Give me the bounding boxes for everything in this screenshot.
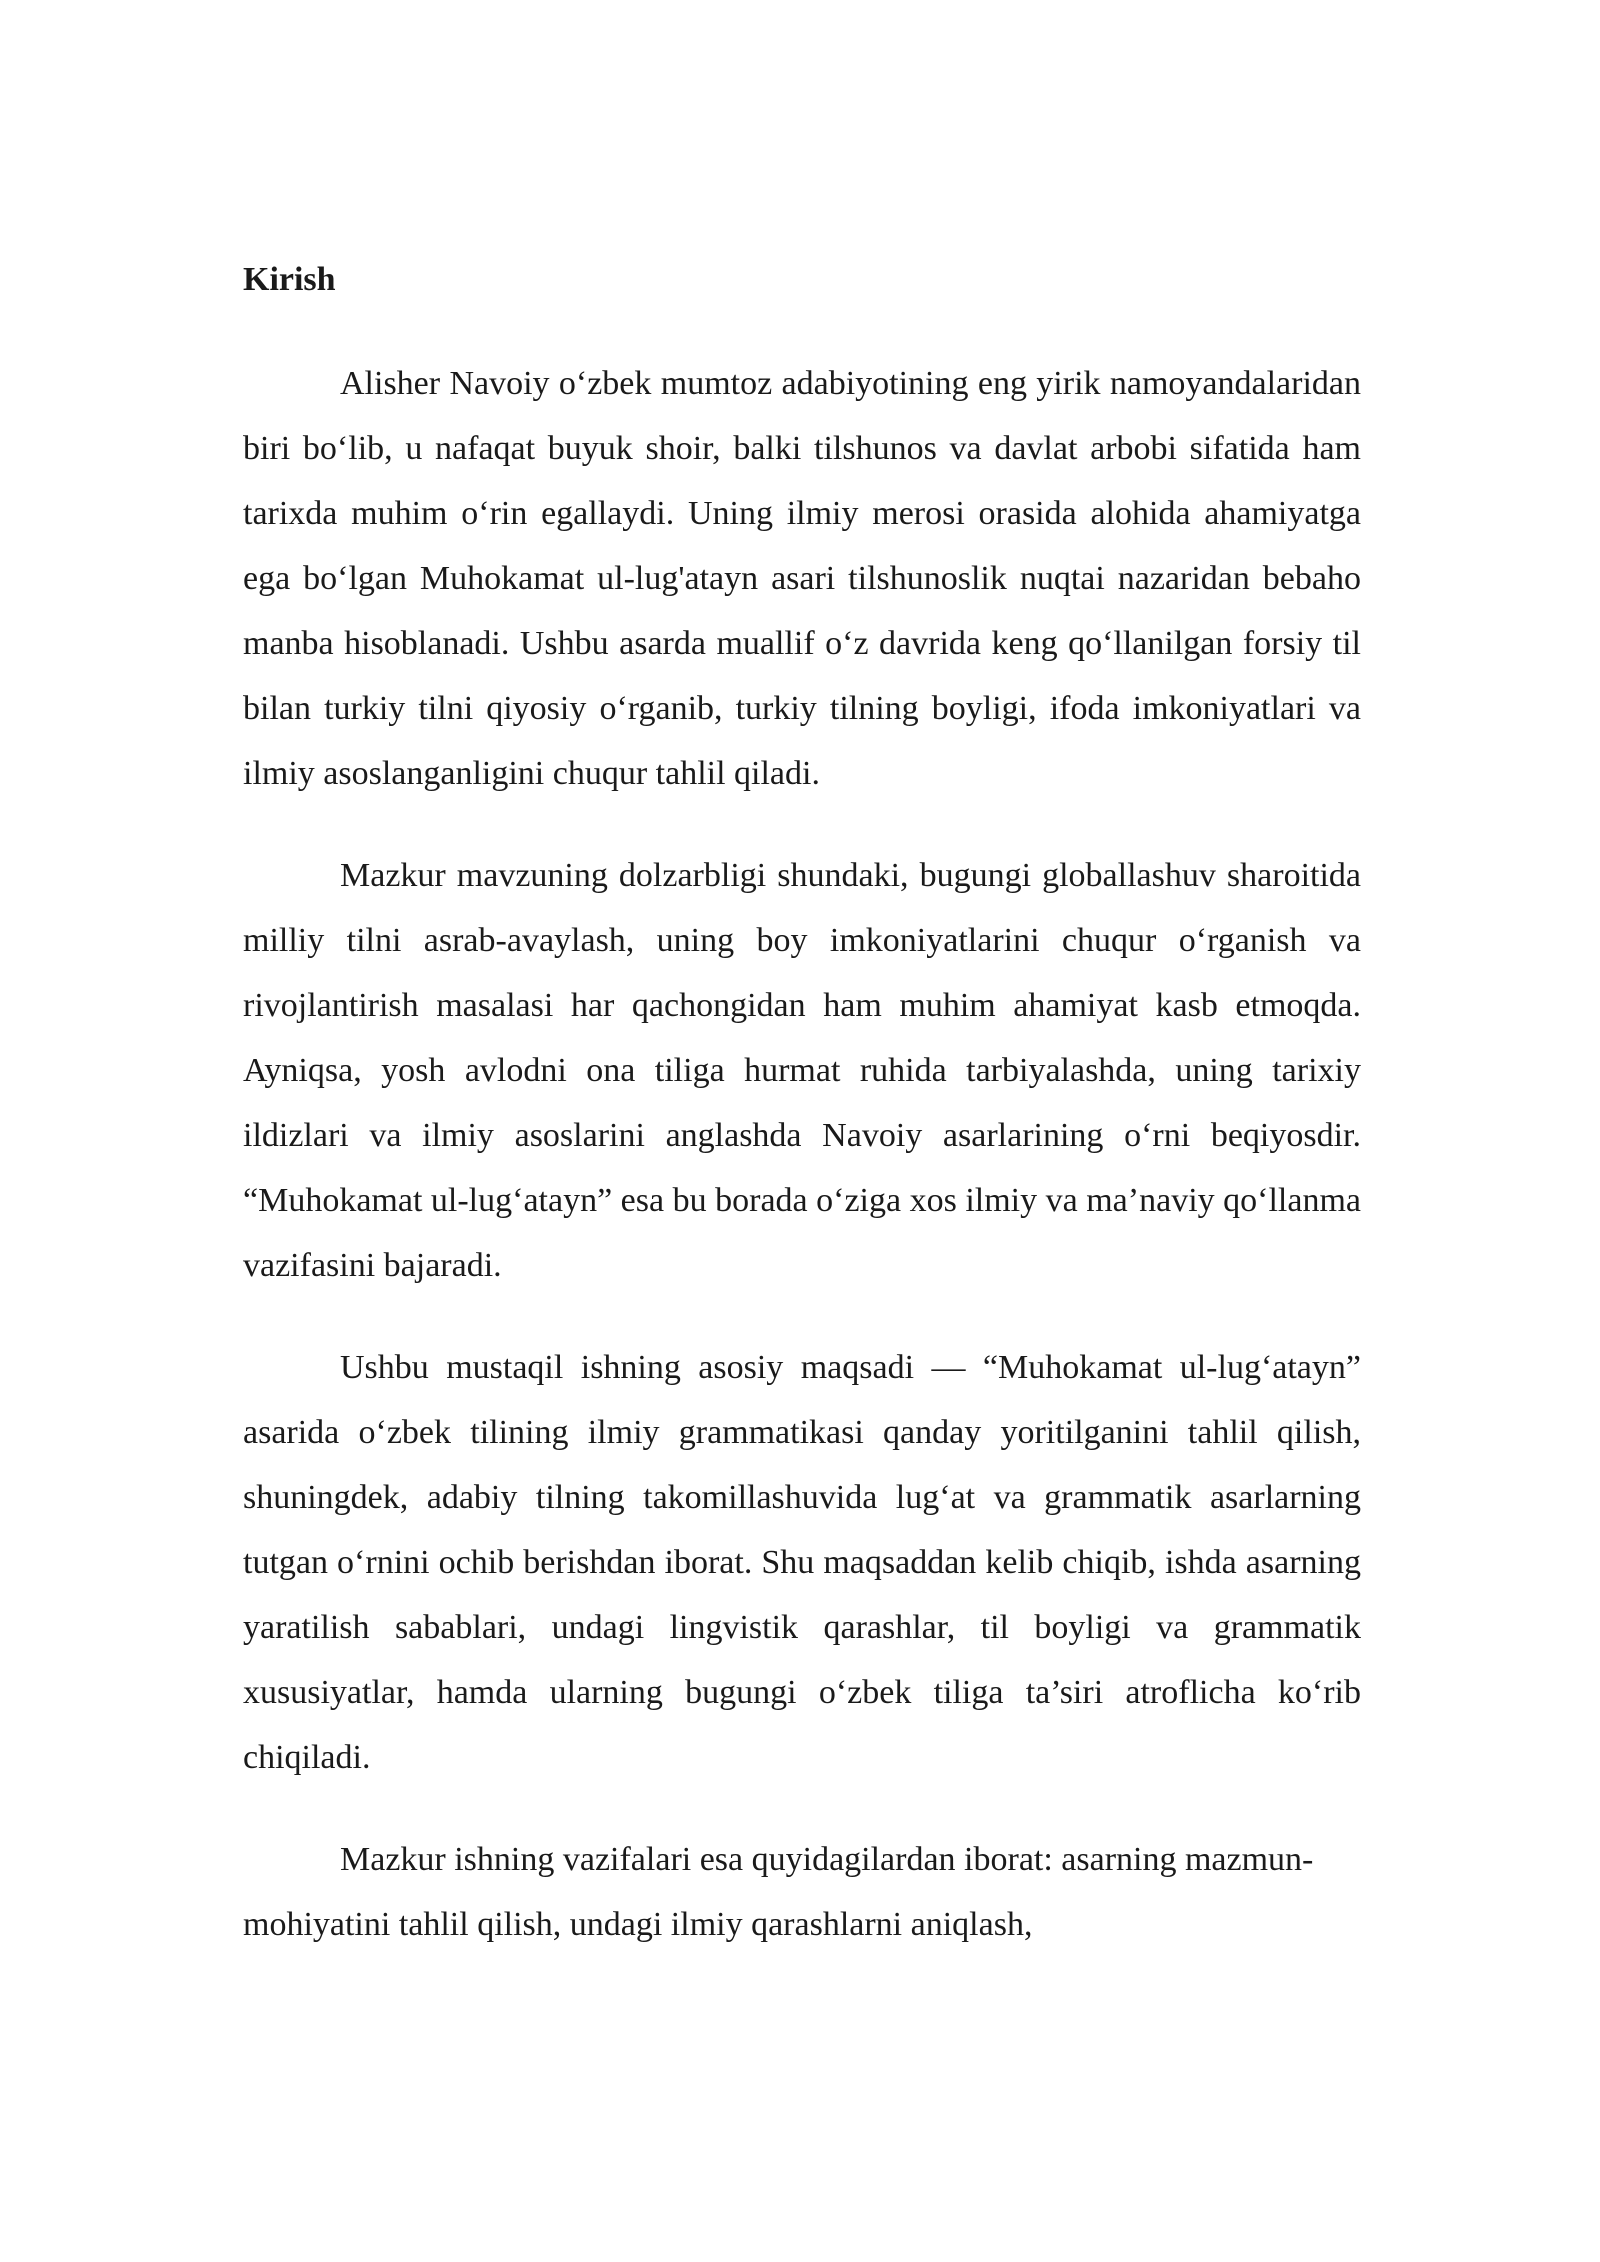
document-page <box>243 255 1361 1994</box>
paragraph-intro: Alisher Navoiy o‘zbek mumtoz adabiyotining eng yirik namoyandalaridan biri bo‘lib, u nafaqat buyuk shoir, balki tilshunos va davlat arbobi sifatida ham tarixda muhim o‘rin egallaydi. Uning ilmiy merosi orasida alohida ahamiyatga ega bo‘lgan Muhokamat ul-lug'atayn asari tilshunoslik nuqtai nazaridan bebaho manba hisoblanadi. Ushbu asarda muallif o‘z davrida keng qo‘llanilgan forsiy til bilan turkiy tilni qiyosiy o‘rganib, turkiy tilning boyligi, ifoda imkoniyatlari va ilmiy asoslanganligini chuqur tahlil qiladi. <box>243 365 1361 792</box>
paragraph-goal: Ushbu mustaqil ishning asosiy maqsadi — “Muhokamat ul-lug‘atayn” asarida o‘zbek tilining ilmiy grammatikasi qanday yoritilganini tahlil qilish, shuningdek, adabiy tilning takomillashuvida lug‘at va grammatik asarlarning tutgan o‘rnini ochib berishdan iborat. Shu maqsaddan kelib chiqib, ishda asarning yaratilish sabablari, undagi lingvistik qarashlar, til boyligi va grammatik xususiyatlar, hamda ularning bugungi o‘zbek tiliga ta’siri atroflicha ko‘rib chiqiladi. <box>243 1349 1361 1776</box>
section-heading: Kirish <box>243 261 336 298</box>
paragraph-relevance: Mazkur mavzuning dolzarbligi shundaki, bugungi globallashuv sharoitida milliy tilni asrab-avaylash, uning boy imkoniyatlarini chuqur o‘rganish va rivojlantirish masalasi har qachongidan ham muhim ahamiyat kasb etmoqda. Ayniqsa, yosh avlodni ona tiliga hurmat ruhida tarbiyalashda, uning tarixiy ildizlari va ilmiy asoslarini anglashda Navoiy asarlarining o‘rni beqiyosdir. “Muhokamat ul-lug‘atayn” esa bu borada o‘ziga xos ilmiy va ma’naviy qo‘llanma vazifasini bajaradi. <box>243 857 1361 1284</box>
paragraph-tasks: Mazkur ishning vazifalari esa quyidagilardan iborat: asarning mazmun-mohiyatini tahlil qilish, undagi ilmiy qarashlarni aniqlash, <box>243 1841 1314 1943</box>
